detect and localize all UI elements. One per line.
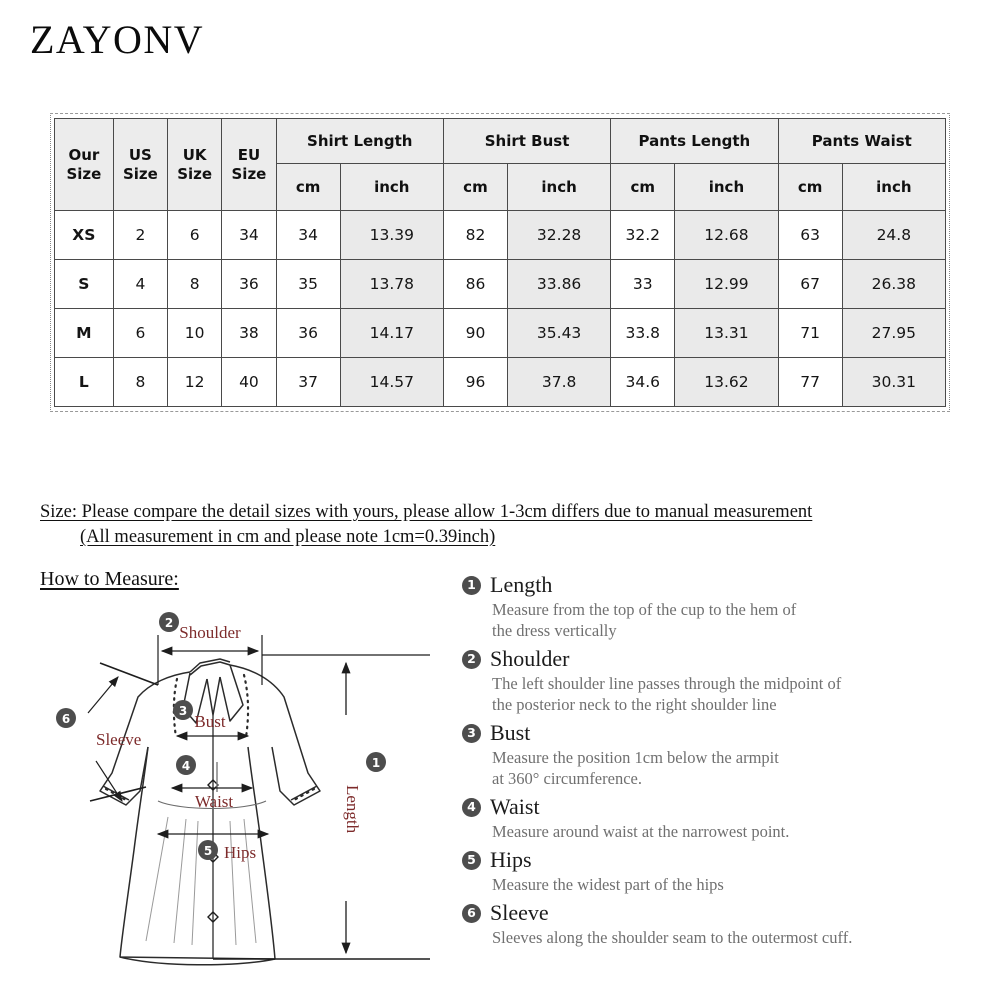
cell-uk-size: 6 <box>168 211 222 260</box>
cell-shirt-bust-inch: 33.86 <box>507 260 610 309</box>
header-shirt-bust-inch: inch <box>507 164 610 211</box>
cell-pants-length-inch: 12.99 <box>675 260 778 309</box>
step-description-waist: Measure around waist at the narrowest point. <box>492 822 790 841</box>
cell-shirt-bust-cm: 82 <box>443 211 507 260</box>
cell-our-size: L <box>55 358 114 407</box>
table-header-row-group <box>55 119 946 164</box>
measurement-step-bust <box>462 722 982 789</box>
step-title-sleeve: Sleeve <box>490 900 549 925</box>
measurement-step-length <box>462 574 982 641</box>
cell-shirt-bust-inch: 32.28 <box>507 211 610 260</box>
cell-shirt-length-cm: 34 <box>276 211 340 260</box>
diagram-label-length: Length <box>343 785 362 834</box>
measurement-step-hips <box>462 849 982 895</box>
how-to-measure-title: How to Measure: <box>40 568 179 590</box>
cell-us-size: 8 <box>113 358 167 407</box>
cell-shirt-bust-inch: 35.43 <box>507 309 610 358</box>
header-us-size: US Size <box>113 119 167 211</box>
table-row <box>55 309 946 358</box>
cell-shirt-length-inch: 13.78 <box>340 260 443 309</box>
cell-pants-waist-inch: 30.31 <box>842 358 945 407</box>
cell-pants-length-inch: 12.68 <box>675 211 778 260</box>
header-pants-length-inch: inch <box>675 164 778 211</box>
diagram-label-bust: Bust <box>194 712 226 731</box>
measurement-instructions-list <box>462 574 982 955</box>
coat-drape-lines <box>146 817 256 945</box>
diagram-label-waist: Waist <box>194 792 234 811</box>
size-chart-container <box>50 113 950 412</box>
step-header <box>462 722 982 744</box>
diagram-badge-2-label: 2 <box>164 616 174 630</box>
cell-our-size: XS <box>55 211 114 260</box>
cell-pants-waist-inch: 26.38 <box>842 260 945 309</box>
cell-pants-waist-cm: 77 <box>778 358 842 407</box>
cell-us-size: 2 <box>113 211 167 260</box>
step-description-sleeve: Sleeves along the shoulder seam to the outermost cuff. <box>492 928 853 947</box>
size-note <box>40 500 980 550</box>
cell-shirt-bust-inch: 37.8 <box>507 358 610 407</box>
table-row <box>55 260 946 309</box>
cell-pants-length-cm: 33 <box>611 260 675 309</box>
size-note-line-1: Size: Please compare the detail sizes with yours, please allow 1-3cm differs due to manual measurement <box>40 502 813 522</box>
cell-our-size: S <box>55 260 114 309</box>
header-shirt-length-cm: cm <box>276 164 340 211</box>
diagram-badge-3-label: 3 <box>178 704 188 718</box>
header-pants-waist-cm: cm <box>778 164 842 211</box>
cell-us-size: 6 <box>113 309 167 358</box>
cell-uk-size: 8 <box>168 260 222 309</box>
shoulder-measure-guides <box>158 635 262 685</box>
cell-shirt-length-cm: 37 <box>276 358 340 407</box>
diagram-badge-4-label: 4 <box>181 759 191 773</box>
garment-measurement-diagram <box>40 605 460 985</box>
step-title-length: Length <box>490 572 553 597</box>
cell-pants-length-cm: 32.2 <box>611 211 675 260</box>
cell-uk-size: 10 <box>168 309 222 358</box>
header-eu-size: EU Size <box>222 119 276 211</box>
step-number-2-icon: 2 <box>462 650 481 669</box>
cell-pants-waist-inch: 27.95 <box>842 309 945 358</box>
cell-shirt-length-cm: 35 <box>276 260 340 309</box>
cell-uk-size: 12 <box>168 358 222 407</box>
header-pants-waist: Pants Waist <box>778 119 945 164</box>
brand-logo: ZAYONV <box>30 17 205 62</box>
cell-pants-length-inch: 13.31 <box>675 309 778 358</box>
table-row <box>55 211 946 260</box>
cell-shirt-length-cm: 36 <box>276 309 340 358</box>
measurement-step-sleeve <box>462 902 982 948</box>
size-note-line-2: (All measurement in cm and please note 1cm=0.39inch) <box>80 527 496 547</box>
header-pants-waist-inch: inch <box>842 164 945 211</box>
header-pants-length: Pants Length <box>611 119 778 164</box>
cell-shirt-length-inch: 13.39 <box>340 211 443 260</box>
step-title-hips: Hips <box>490 847 532 872</box>
step-number-3-icon: 3 <box>462 724 481 743</box>
step-description-hips: Measure the widest part of the hips <box>492 875 724 894</box>
step-number-6-icon: 6 <box>462 904 481 923</box>
cell-pants-waist-inch: 24.8 <box>842 211 945 260</box>
header-shirt-bust-cm: cm <box>443 164 507 211</box>
size-chart-body <box>55 211 946 407</box>
cell-pants-length-inch: 13.62 <box>675 358 778 407</box>
step-number-5-icon: 5 <box>462 851 481 870</box>
coat-illustration-svg <box>40 605 460 985</box>
diagram-badge-6-label: 6 <box>61 712 71 726</box>
cell-our-size: M <box>55 309 114 358</box>
cell-us-size: 4 <box>113 260 167 309</box>
cell-pants-waist-cm: 67 <box>778 260 842 309</box>
step-header <box>462 902 982 924</box>
measurement-step-waist <box>462 796 982 842</box>
cell-shirt-bust-cm: 86 <box>443 260 507 309</box>
measurement-step-shoulder <box>462 648 982 715</box>
header-pants-length-cm: cm <box>611 164 675 211</box>
cell-pants-length-cm: 34.6 <box>611 358 675 407</box>
diagram-label-hips: Hips <box>223 843 257 862</box>
header-shirt-length-inch: inch <box>340 164 443 211</box>
cell-eu-size: 34 <box>222 211 276 260</box>
cell-pants-waist-cm: 63 <box>778 211 842 260</box>
step-title-shoulder: Shoulder <box>490 646 570 671</box>
step-header <box>462 796 982 818</box>
cell-shirt-bust-cm: 90 <box>443 309 507 358</box>
step-description-length: Measure from the top of the cup to the hem of the dress vertically <box>492 600 797 640</box>
cell-eu-size: 40 <box>222 358 276 407</box>
step-description-shoulder: The left shoulder line passes through the midpoint of the posterior neck to the right shoulder line <box>492 674 842 714</box>
cell-shirt-bust-cm: 96 <box>443 358 507 407</box>
diagram-badge-5-label: 5 <box>203 844 213 858</box>
diagram-label-sleeve: Sleeve <box>96 730 142 749</box>
header-shirt-length: Shirt Length <box>276 119 443 164</box>
size-chart-table <box>54 118 946 407</box>
step-number-4-icon: 4 <box>462 798 481 817</box>
step-title-bust: Bust <box>490 720 531 745</box>
step-header <box>462 648 982 670</box>
diagram-label-shoulder: Shoulder <box>179 623 241 642</box>
diagram-badge-1-label: 1 <box>371 756 381 770</box>
step-description-bust: Measure the position 1cm below the armpit at 360° circumference. <box>492 748 779 788</box>
cell-shirt-length-inch: 14.17 <box>340 309 443 358</box>
cell-shirt-length-inch: 14.57 <box>340 358 443 407</box>
cell-pants-length-cm: 33.8 <box>611 309 675 358</box>
cell-eu-size: 38 <box>222 309 276 358</box>
header-uk-size: UK Size <box>168 119 222 211</box>
step-header <box>462 849 982 871</box>
step-header <box>462 574 982 596</box>
table-row <box>55 358 946 407</box>
cell-pants-waist-cm: 71 <box>778 309 842 358</box>
header-shirt-bust: Shirt Bust <box>443 119 610 164</box>
step-title-waist: Waist <box>490 794 540 819</box>
header-our-size: Our Size <box>55 119 114 211</box>
cell-eu-size: 36 <box>222 260 276 309</box>
step-number-1-icon: 1 <box>462 576 481 595</box>
